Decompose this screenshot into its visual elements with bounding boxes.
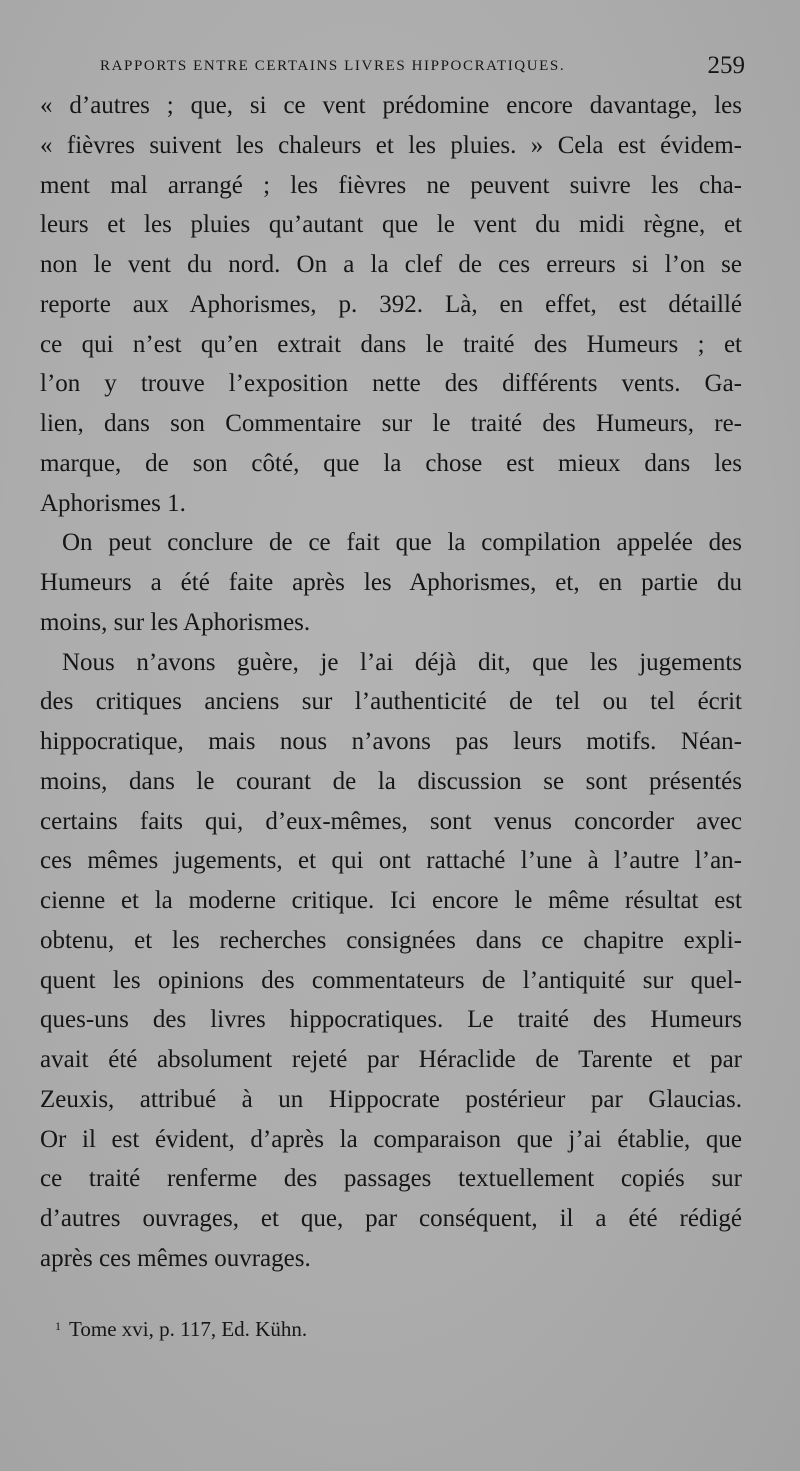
footnote-marker: 1 <box>55 1319 61 1333</box>
text-line: moins, sur les Aphorismes. <box>40 608 311 636</box>
text-line: avait été absolument rejeté par Héraclide de Tarente et par <box>40 1046 742 1073</box>
text-line: d’autres ouvrages, et que, par conséquent, il a été rédigé <box>40 1205 742 1232</box>
text-line: Nous n’avons guère, je l’ai déjà dit, que les jugements <box>62 648 742 676</box>
text-line: Or il est évident, d’après la comparaison que j’ai établie, que <box>40 1125 742 1153</box>
text-line: ce qui n’est qu’en extrait dans le traité des Humeurs ; et <box>40 330 742 358</box>
text-line: marque, de son côté, que la chose est mieux dans les <box>40 449 742 477</box>
text-line: On peut conclure de ce fait que la compilation appelée des <box>62 529 742 557</box>
text-line: certains faits qui, d’eux-mêmes, sont venus concorder avec <box>40 807 742 835</box>
running-title: RAPPORTS ENTRE CERTAINS LIVRES HIPPOCRATIQUES. <box>100 58 566 74</box>
text-line: ment mal arrangé ; les fièvres ne peuvent suivre les cha- <box>40 171 742 199</box>
text-line: ces mêmes jugements, et qui ont rattaché l’une à l’autre l’an- <box>40 847 742 875</box>
text-line: « d’autres ; que, si ce vent prédomine encore davantage, les <box>40 92 742 119</box>
page-header <box>100 52 745 88</box>
text-line: reporte aux Aphorismes, p. 392. Là, en effet, est détaillé <box>40 290 742 318</box>
footnote <box>55 1317 307 1342</box>
page-number: 259 <box>707 52 745 79</box>
text-line: Aphorismes 1. <box>40 489 186 517</box>
footnote-text: Tome xvi, p. 117, Ed. Kühn. <box>69 1317 308 1341</box>
text-line: moins, dans le courant de la discussion se sont présentés <box>40 767 742 795</box>
text-line: non le vent du nord. On a la clef de ces erreurs si l’on se <box>40 251 742 278</box>
text-line: Humeurs a été faite après les Aphorismes, et, en partie du <box>40 569 742 596</box>
text-line: hippocratique, mais nous n’avons pas leurs motifs. Néan- <box>40 728 742 755</box>
text-line: cienne et la moderne critique. Ici encore le même résultat est <box>40 887 742 914</box>
text-line: obtenu, et les recherches consignées dans ce chapitre expli- <box>40 926 742 954</box>
text-line: leurs et les pluies qu’autant que le vent du midi règne, et <box>40 211 742 239</box>
text-line: « fièvres suivent les chaleurs et les pluies. » Cela est évidem- <box>40 131 742 159</box>
text-line: après ces mêmes ouvrages. <box>40 1244 311 1272</box>
body-text <box>40 86 742 1279</box>
text-line: lien, dans son Commentaire sur le traité des Humeurs, re- <box>40 410 742 437</box>
text-line: Zeuxis, attribué à un Hippocrate postérieur par Glaucias. <box>40 1085 742 1113</box>
text-line: l’on y trouve l’exposition nette des différents vents. Ga- <box>40 370 742 398</box>
text-line: des critiques anciens sur l’authenticité de tel ou tel écrit <box>40 688 742 716</box>
text-line: ce traité renferme des passages textuellement copiés sur <box>40 1165 742 1193</box>
text-line: quent les opinions des commentateurs de l’antiquité sur quel- <box>40 966 742 994</box>
text-line: ques-uns des livres hippocratiques. Le traité des Humeurs <box>40 1006 742 1034</box>
